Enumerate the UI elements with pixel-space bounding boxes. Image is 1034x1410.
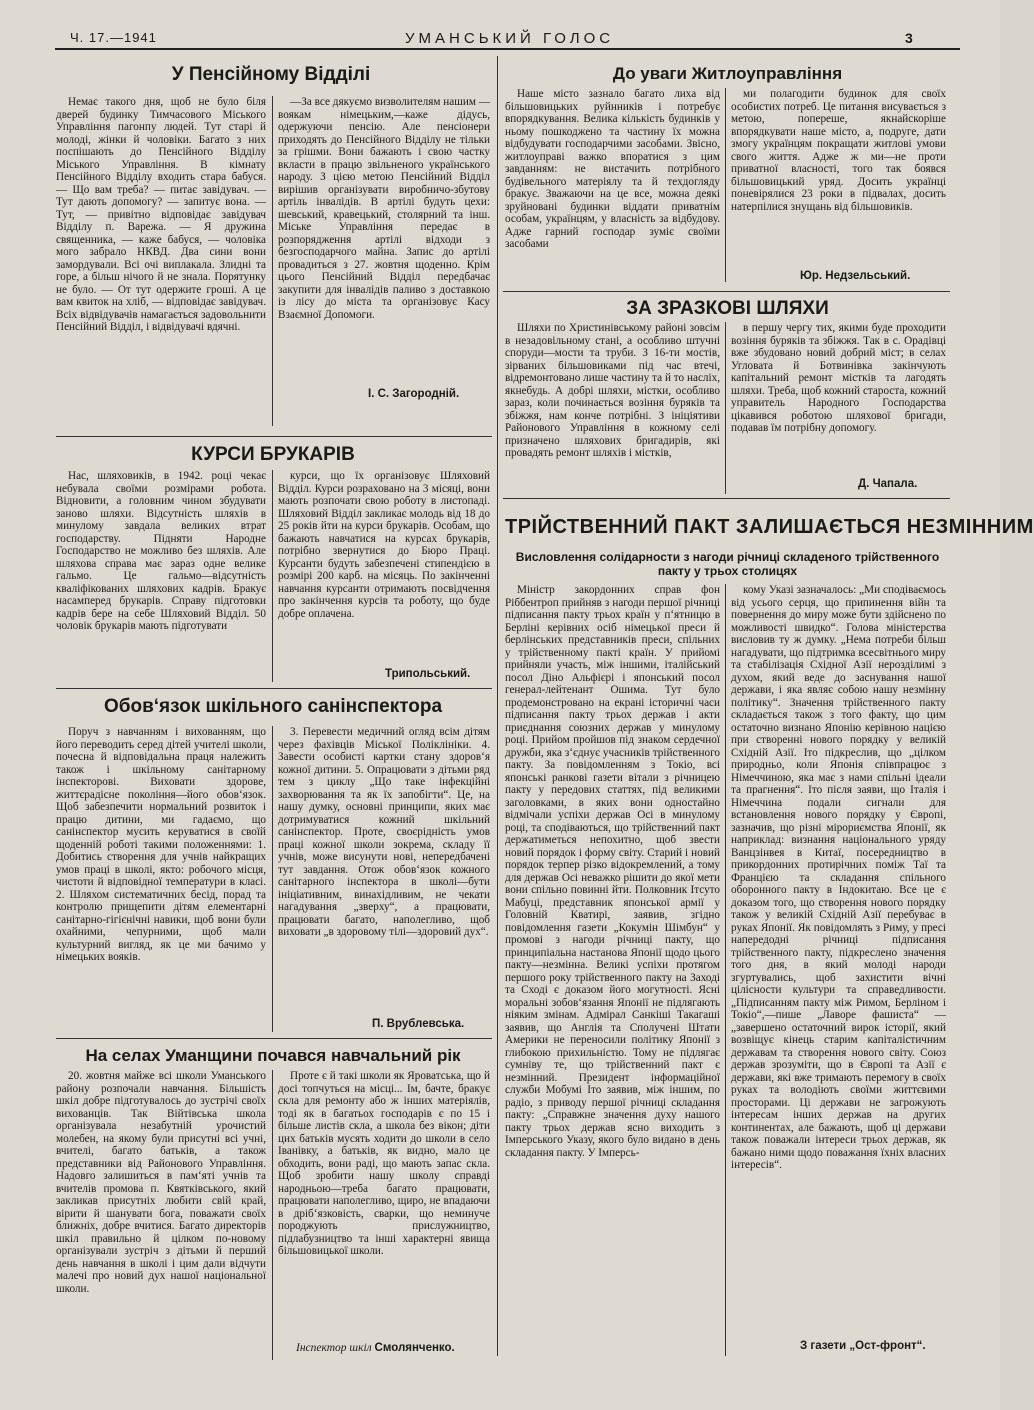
- masthead-rule: [55, 48, 960, 50]
- sanitary-col1: [56, 726, 266, 1032]
- housing-signature: Юр. Недзельський.: [800, 270, 911, 282]
- roads-title: ЗА ЗРАЗКОВІ ШЛЯХИ: [626, 298, 829, 319]
- courses-col2: [278, 470, 490, 662]
- sanitary-col2-text: 3. Перевести медичний огляд всім дітям через фахівців Міської Поліклініки. 4. Завести особисті картки стану здоров‘я кожної дитини. 5. Опрацювати з дітьми ряд тем з циклу „Що таке інфекційні захворювання та як їх запобігти“. Це, на нашу думку, основні принципи, яких має дотримуватися кожний шкільний санінспектор. Проте, своєрідність умов праці кожної школи зокрема, складу її учнів, може висунути нові, непередбачені тут завдання. Отож обов‘язок кожного санітарного інспектора в школі—бути ініціативним, винахідливим, не чекати нагадування „зверху“, а працювати, працювати багато, наполегливо, щоб виховати „в здоровому тілі—здоровий дух“.: [278, 726, 490, 938]
- pact-column-rule: [725, 584, 726, 1356]
- pension-col1-text: Немає такого дня, щоб не було біля дверей будинку Тимчасового Міського Управління пагонпу людей. Тут старі й молоді, жінки й чоловіки. Багато з них поспішають до Пенсійного Відділу Міського Управління. В кімнату Пенсійного Відділу входить стара бабуся. — Що вам треба? — питає завідувач. — Тут дають допомогу? — запитує вона. — Тут, — привітно відповідає завідувач Відділу п. Варежа. — Я дружина священника, — каже бабуся, — чоловіка мого забрало НКВД. Два сини вони замордували. Всі очі виплакала. Злидні та горе, а більш нічого й не знала. Порятунку не було. — От тут одержите гроші. А це вам квиток на хліб, — відповідає завідувач. Всіх відвідувачів намагається задовольнити Пенсійний Відділ, і відвідувачі вдячні.: [56, 96, 266, 333]
- pension-bottom-rule: [56, 436, 492, 437]
- roads-bottom-rule: [503, 498, 950, 499]
- roads-col2-text: в першу чергу тих, якими буде проходити возіння буряків та збіжжя. Так в с. Орадівці вже збудовано новий добрий міст; в селах Угловата й Ботвинівка закінчують капітальний ремонт містків та лагодять шляхи. Треба, щоб кожний староста, кожний управитель Народного Господарства цікавився роботою шляхової бригади, подавав їм потрібну допомогу.: [731, 322, 946, 434]
- pact-title: ТРІЙСТВЕННИЙ ПАКТ ЗАЛИШАЄТЬСЯ НЕЗМІННИМ: [505, 516, 1034, 538]
- housing-bottom-rule: [503, 291, 950, 292]
- school-title: На селах Уманщини почався навчальний рік: [85, 1046, 461, 1065]
- school-col1-text: 20. жовтня майже всі школи Уманського району розпочали навчання. Більшість шкіл добре підготувалось до зустрічі своїх вихованців. Так Війтівська школа організувала незабутній урочистий молебен, на якому були присутні всі учні, вчителі, багато батьків, а також представники від Районового Управління. Надовго залишиться в пам‘яті учнів та вчителів промова п. Квятківського, який закликав присутніх любити свій край, вірити й шанувати бога, поважати своїх ближніх, добре вчитися. Багато директорів шкіл правильно й цілком по-новому організували зустріч з дітьми й перший день навчання в школі і цим дали відчути малечі про новий дух нашої національної школи.: [56, 1070, 266, 1295]
- masthead-title: УМАНСЬКИЙ ГОЛОС: [405, 30, 615, 47]
- sanitary-col2: [278, 726, 490, 1016]
- courses-bottom-rule: [56, 688, 492, 689]
- pension-col1: [56, 96, 266, 426]
- roads-col2: [731, 322, 946, 474]
- pact-col1: [505, 584, 720, 1356]
- pension-title: У Пенсійному Відділі: [171, 64, 371, 85]
- pension-col2-text: —За все дякуємо визволителям нашим — воякам німецьким,—каже дідусь, одержуючи пенсію. Але пенсіонери приходять до Пенсійного Відділу не тільки за грішми. Вони бажають і свою частку вкласти в працю звільненого українського народу. З цією метою Пенсійний Відділ вирішив організувати виробничо-збутову артіль інвалідів. В артілі будуть цехи: шевський, кравецький, столярний та інш. Міське Управління передає в розпорядження артілі відходи з безгосподарчого майна. Запис до артілі провадиться з 27. жовтня щоденно. Крім цього Пенсійний Відділ передбачає закупити для інвалідів паливо з доставкою із лісу до міста та організовує Касу Взаємної Допомоги.: [278, 96, 490, 321]
- school-column-rule: [272, 1070, 273, 1360]
- sanitary-title: Обов‘язок шкільного санінспектора: [103, 696, 443, 717]
- housing-col2-text: ми полагодити будинок для своїх особистих потреб. Це питання висувається з метою, попереше, якнайскоріше впорядкувати наше місто, а, подруге, дати змогу українцям покращати житлові умови свого життя. Адже ж ми—не проти приватної власності, того так боявся більшовицький уряд. Досить українці поневірялися 23 роки в підвалах, досить натерпілися знущань від більшовиків.: [731, 88, 946, 213]
- school-signature: Смолянченко.: [374, 1342, 455, 1354]
- roads-signature: Д. Чапала.: [858, 478, 918, 490]
- school-signature-prefix: Інспектор шкіл: [296, 1342, 372, 1354]
- courses-col1: [56, 470, 266, 682]
- pension-signature: І. С. Загородній.: [368, 388, 460, 400]
- sanitary-bottom-rule: [56, 1038, 492, 1039]
- pact-col2: [731, 584, 946, 1336]
- school-col1: [56, 1070, 266, 1360]
- courses-signature: Трипольський.: [385, 668, 471, 680]
- pact-subtitle: Висловлення солідарности з нагоди річниці складеного трійственного пакту у трьох столицях: [515, 550, 940, 578]
- roads-col1-text: Шляхи по Христинівському районі зовсім в незадовільному стані, а особливо штучні споруди—мости та труби. З 16-ти мостів, зірваних більшовиками під час втечі, відремонтовано лише частину та й то насліх, якнебудь. А добрі шляхи, містки, особливо зараз, коли починається возіння буряків та збіжжя, нам конче потрібні. З ініціятиви Районового Управління в кожному селі призначено шляхових бригадирів, які провадять ремонт шляхів і містків,: [505, 322, 720, 459]
- roads-column-rule: [725, 322, 726, 494]
- pension-column-rule: [272, 96, 273, 426]
- school-signature-line: [296, 1342, 455, 1354]
- sanitary-signature: П. Врублевська.: [372, 1018, 465, 1030]
- housing-column-rule: [725, 88, 726, 282]
- housing-col1-text: Наше місто зазнало багато лиха від більшовицьких руйнників і потребує впорядкування. Велика кількість будинків у ньому пошкоджено та частину їх можна відбудувати господарчими засобами. Звісно, житлоуправі важко впоратися з цим завданням: не вистачить потрібного будівельного матеріялу та й техдоглядy бракує. Зважаючи на це все, можна деякі зруйновані будинки віддати приватнім особам, українцям, у власність за відбудову. Адже гарний господар зуміє своїми засобами: [505, 88, 720, 250]
- courses-title: КУРСИ БРУКАРІВ: [191, 444, 355, 465]
- page-number: 3: [905, 30, 914, 46]
- center-column-rule: [497, 56, 498, 1356]
- issue-date: Ч. 17.—1941: [70, 30, 157, 45]
- roads-col1: [505, 322, 720, 494]
- courses-col2-text: курси, що їх організовує Шляховий Відділ. Курси розраховано на 3 місяці, вони мають розпочати свою роботу в листопаді. Шляховий Відділ закликає молодь від 18 до 25 років йти на курси брукарів. Особам, що бажають навчатися на курсах брукарів, потрібно звернутися до Бюро Праці. Курсанти будуть забезпечені стипендією в розмірі 200 карб. на місяць. По закінченні навчання курсанти отримають посвідчення про закінчення курсів та роботу, що буде добре оплачена.: [278, 470, 490, 620]
- housing-col2: [731, 88, 946, 266]
- courses-column-rule: [272, 470, 273, 682]
- sanitary-col1-text: Поруч з навчанням і вихованням, що його переводить серед дітей учителі школи, почесна й відповідальна праця належить також і шкільному санітарному інспекторові. Виховати здорове, життєрадісне покоління—його обов‘язок. Щоб забезпечити нормальний розвиток і працю дитини, ми гадаємо, що санінспектор мусить керуватися в своїй щоденній роботі такими положеннями: 1. Добитись створення для учнів найкращих умов праці в школі, якто: робочого місця, чистоти й відповідної температури в класі. 2. Шляхом систематичних бесід, порад та контролю прищепити дітям елементарні санітарно-гігієнічні навики, щоб вони були охайними, чепурними, щоб мали культурний вигляд, як це ми бачимо у німецьких вояків.: [56, 726, 266, 963]
- pension-col2: [278, 96, 490, 388]
- pact-col1-text: Міністр закордонних справ фон Ріббентроп прийняв з нагоди першої річниці підписання пакту трьох країн у п‘ятницю в Берліні керівних осіб німецької преси й берлінських представників преси, спільних у трійственному пакті країн. У прийомі прийняли участь, між іншими, італійський посол Діно Альфієрі і японський посол генерал-лейтенант Ошима. Тут було продемонстровано на екрані історичні часи підписання пакту трьох держав і акти приєднання союзних держав у минулому році. Прийом пройшов під знаком сердечної дружби, яка з‘єднує учасників трійственного пакту. За повідомленням з Токіо, всі японські ранкові газети вітали з річницею пакту у передових статтях, під великими заголовками, в яких вони одностайно відмічали успіхи держав Осі в минулому році, та сподіваються, що трійственний пакт держатиметься непохитно, щоб звести новий порядок і форму світу. Старий і новий порядок терпер різко відокремлений, а тому для держав Осі неважко рішити до якої мети вони спільно повинні йти. Полковник Ітсуто Мабуці, представник японської армії у Головній Кватирі, заявив, згідно повідомлення газети „Кокумін Шімбун“ у промові з нагоди річниці пакту, що принципіальна настанова Японії щодо цього пакту—незмінна. Великі успіхи протягом першого року трійственного пакту на Заході та Сході є доказом його могутності. Ясні моральні зобов‘язання Японії не підлягають ніяким змінам. Адмірал Санкіші Такагаші заявив, що Англія та Сполучені Штати Америки не переносили політику Японії з глибокою прихильністю. Тому не підлягає сумніву те, що трійственний пакт є незмінний. Президент інформаційної служби Мобумі Іто заявив, між іншим, по радіо, з приводу першої річниці складання пакту: „Справжне значення духу нашого пакту трьох держав ясно виходить з Імперського Указу, якого було видано в день складання пакту. У Імперсь-: [505, 584, 720, 1159]
- sanitary-column-rule: [272, 726, 273, 1032]
- school-col2-text: Проте є й такі школи як Яроватська, що й досі топчуться на місці... Ім, бачте, бракує скла для ремонту або ж інших матеріялів, тоді як в багатьох господарів є по 15 і більше листів скла, а школа без вікон; діти цих батьків мусять ходити до школи в село Іванівку, а батьків, як видно, мало це обходить, вони раді, що мають запас скла. Щоб зробити нашу школу справді народньою—треба багато працювати, працювати наполегливо, щиро, не впадаючи в дріб‘язковість, сварки, що неминуче породжують прислужництво, підлабузництво та інші характерні явища більшовицької школи.: [278, 1070, 490, 1257]
- housing-col1: [505, 88, 720, 282]
- school-col2: [278, 1070, 490, 1338]
- courses-col1-text: Нас, шляховиків, в 1942. році чекає небувала своїми розмірами робота. Відновити, а головним чином збудувати заново шляхи. Відсутність шляхів в минулому завдала великих втрат господарству. Підняти Народне Господарство не можливо без шляхів. Але шляхова справа має зараз одне велике гальмо. Це гальмо—відсутність кваліфікованих шляхових кадрів. Бракує насамперед брукарів. Справу підготовки кадрів бере на себе Шляховий Відділ. 50 чоловік брукарів мають підготувати: [56, 470, 266, 632]
- pact-col2-text: кому Указі зазначалось: „Ми сподіваємось від усього серця, що припинення війн та повернення до миру може бути здійснено по можливості швидко“. Голова міністерства висловив ту ж думку. „Нема потреби більш нагадувати, що підтримка всесвітнього миру та стабілізація Східної Азії нерозділимі з духом, який веде до заснування нашої держави, і яка являє собою нашу незмінну політику“. Значення трійственного пакту складається також з того факту, що цим остаточно визнано Японію керівною нацією при створенні нового порядку у великій Східній Азії. Іто підкреслив, що „цілком природньо, коли Японія співпрацює з Німеччиною, яка має з нами спільні ідеали та прагнення“. Іто після заяви, що Італія і Німеччина подали сигнали для встановлення нового порядку у Європі, зазначив, що різні мірориємства Японії, як наприклад: визнання національного уряду Ванцзінвея в Китаї, посередництво в прикордонних протирічних поміж Таї та Францією та складання спільного оборонного пакту в Індокитаю. Все це є доказом того, що створення нового порядку також у великій Східній Азії перебуває в руках Японії. Як повідомлять з Риму, у пресі напередодні річниці підписання трійственного пакту, підкреслено значення того дня, в який молоді народи згуртувались, щоб захистити вічні цілісности культури та справедливости. „Підписанням пакту між Римом, Берліном і Токіо“,—пише „Лаворе фашиста“ —„завершено остаточний вирок історії, який возвіщує кінець старим капіталістичним державам та створення нового світу. Союз держав зрозуміти, що в Європі та Азії є держави, які вже тримають перемогу в своїх руках та володіють своїми життєвими просторами. Ці держави не загрожують інтересам інших держав на других континентах, але бажають, щоб ці держави також поважали інтереси трьох держав, як бажано ними щодо поважання їхніх власних інтересів“.: [731, 584, 946, 1171]
- housing-title: До уваги Житлоуправління: [612, 64, 843, 83]
- pact-signature: З газети „Ост-фронт“.: [800, 1340, 926, 1352]
